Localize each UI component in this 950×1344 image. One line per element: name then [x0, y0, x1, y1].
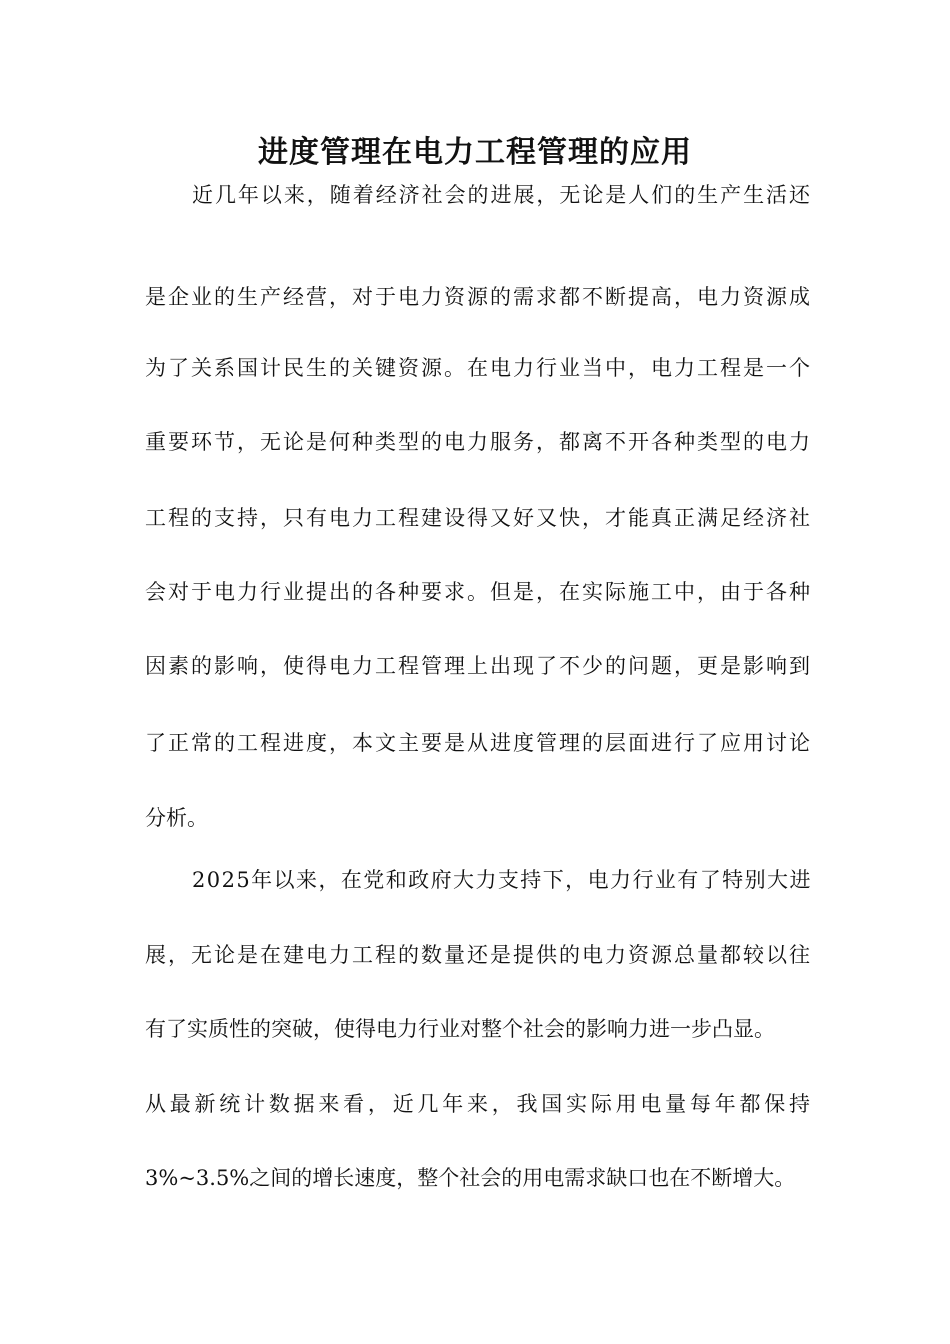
- paragraph-1-line-2: 是企业的生产经营，对于电力资源的需求都不断提高，电力资源成: [145, 285, 812, 309]
- paragraph-2-line-4: 从最新统计数据来看，近几年来，我国实际用电量每年都保持: [145, 1092, 814, 1116]
- paragraph-2-line-2: 展，无论是在建电力工程的数量还是提供的电力资源总量都较以往: [145, 943, 812, 967]
- paragraph-1-line-3: 为了关系国计民生的关键资源。在电力行业当中，电力工程是一个: [145, 356, 812, 380]
- paragraph-1-line-6: 会对于电力行业提出的各种要求。但是，在实际施工中，由于各种: [145, 580, 812, 604]
- paragraph-1-line-7: 因素的影响，使得电力工程管理上出现了不少的问题，更是影响到: [145, 654, 812, 678]
- paragraph-1-line-1: 近几年以来，随着经济社会的进展，无论是人们的生产生活还: [192, 183, 812, 207]
- paragraph-1-line-4: 重要环节，无论是何种类型的电力服务，都离不开各种类型的电力: [145, 430, 812, 454]
- paragraph-2-line-1: 2025年以来，在党和政府大力支持下，电力行业有了特别大进: [192, 868, 812, 892]
- paragraph-1-line-9: 分析。: [145, 806, 208, 830]
- paragraph-1-line-5: 工程的支持，只有电力工程建设得又好又快，才能真正满足经济社: [145, 506, 812, 530]
- paragraph-2-line-5: 3%~3.5%之间的增长速度，整个社会的用电需求缺口也在不断增大。: [145, 1166, 796, 1190]
- document-title: 进度管理在电力工程管理的应用: [258, 135, 692, 170]
- paragraph-2-line-3: 有了实质性的突破，使得电力行业对整个社会的影响力进一步凸显。: [145, 1017, 775, 1041]
- paragraph-1-line-8: 了正常的工程进度，本文主要是从进度管理的层面进行了应用讨论: [145, 731, 812, 755]
